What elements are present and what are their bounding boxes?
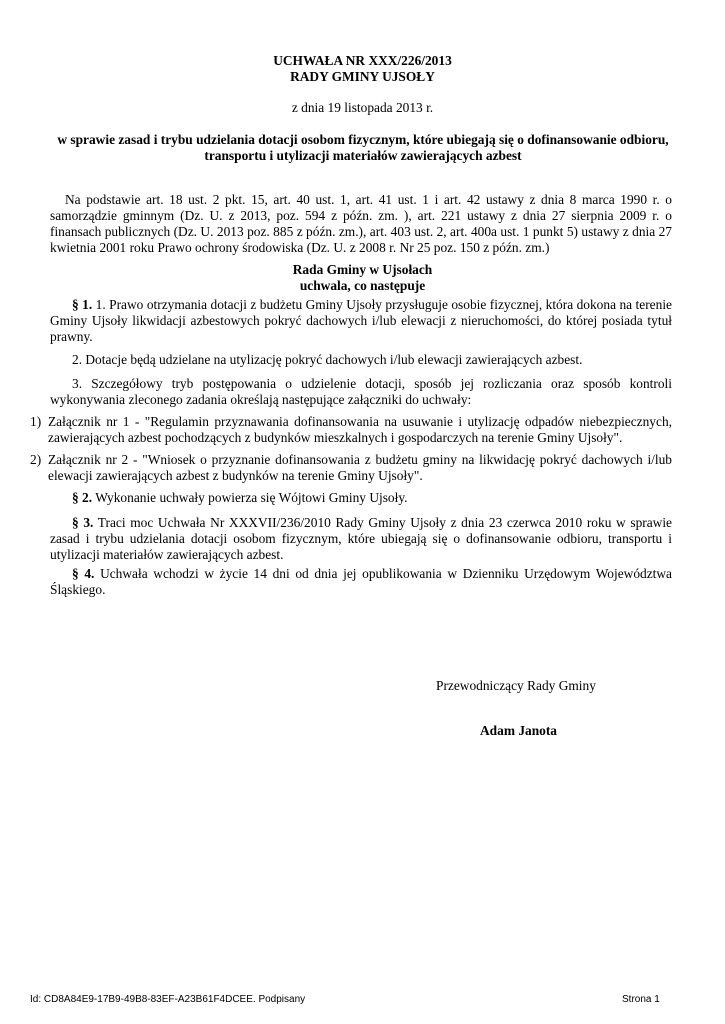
page-number: Strona 1 bbox=[622, 994, 660, 1005]
legal-basis: Na podstawie art. 18 ust. 2 pkt. 15, art. 40 ust. 1, art. 41 ust. 1 i art. 42 ustawy z dnia 8 marca 1990 r. o samorządzie gminnym (Dz. U. z 2013, poz. 594 z późn. zm. ), art. 221 ustawy z dnia 27 sierpnia 2009 r. o finansach publicznych (Dz. U. 2013 poz. 885 z późn. zm.), art. 403 ust. 2, art. 400a ust. 1 punkt 5) ustawy z dnia 27 kwietnia 2001 roku Prawo ochrony środowiska (Dz. U. z 2008 r. Nr 25 poz. 150 z późn. zm.) bbox=[50, 192, 672, 255]
section-2-paragraph bbox=[50, 490, 672, 506]
attachment-item-2-text: Załącznik nr 2 - "Wniosek o przyznanie dofinansowania z budżetu gminy na likwidację pokryć dachowych i/lub elewacji zawierających azbest z budynków na terenie Gminy Ujsoły". bbox=[48, 452, 672, 483]
council-line-1: Rada Gminy w Ujsołach bbox=[292, 262, 433, 277]
attachment-item-2 bbox=[30, 452, 672, 484]
signatory-name: Adam Janota bbox=[480, 723, 558, 738]
section-4-text: Uchwała wchodzi w życie 14 dni od dnia jej opublikowania w Dzienniku Urzędowym Województwa Śląskiego. bbox=[50, 566, 672, 597]
section-1-paragraph-3: 3. Szczegółowy tryb postępowania o udzielenie dotacji, sposób jej rozliczania oraz sposób kontroli wykonywania zleconego zadania określają następujące załączniki do uchwały: bbox=[50, 376, 672, 407]
section-4-mark: § 4. bbox=[72, 566, 95, 581]
attachment-item-1-text: Załącznik nr 1 - "Regulamin przyznawania dofinansowania na usuwanie i utylizację odpadów niebezpiecznych, zawierających azbest pochodzących z budynków mieszkalnych i gospodarczych na terenie Gminy Ujsoły". bbox=[48, 414, 672, 445]
section-1-paragraph-1 bbox=[50, 297, 672, 345]
title-line-1: UCHWAŁA NR XXX/226/2013 bbox=[273, 53, 452, 68]
section-3-paragraph bbox=[50, 515, 672, 563]
section-1-paragraph-2: 2. Dotacje będą udzielane na utylizację pokryć dachowych i/lub elewacji zawierających azbest. bbox=[72, 352, 583, 367]
section-2-text: Wykonanie uchwały powierza się Wójtowi Gminy Ujsoły. bbox=[95, 490, 408, 505]
section-4-paragraph bbox=[50, 566, 672, 598]
council-line-2: uchwala, co następuje bbox=[299, 278, 426, 293]
signatory-role: Przewodniczący Rady Gminy bbox=[436, 678, 596, 693]
council-heading bbox=[0, 262, 725, 294]
section-1-mark: § 1. bbox=[72, 297, 93, 312]
resolution-subject: w sprawie zasad i trybu udzielania dotacji osobom fizycznym, które ubiegają się o dofinansowanie odbioru, transportu i utylizacji materiałów zawierających azbest bbox=[57, 132, 669, 163]
attachment-item-1 bbox=[30, 414, 672, 446]
resolution-date: z dnia 19 listopada 2013 r. bbox=[291, 100, 434, 115]
resolution-title bbox=[0, 53, 725, 85]
section-3-text: Traci moc Uchwała Nr XXXVII/236/2010 Rady Gminy Ujsoły z dnia 23 czerwca 2010 roku w sprawie zasad i trybu udzielania dotacji osobom fizycznym, które ubiegają się o dofinansowanie odbioru, transportu i utylizacji materiałów zawierających azbest. bbox=[50, 515, 672, 562]
attachment-item-1-number: 1) bbox=[30, 414, 42, 429]
section-2-mark: § 2. bbox=[72, 490, 93, 505]
section-3-mark: § 3. bbox=[72, 515, 94, 530]
document-id: Id: CD8A84E9-17B9-49B8-83EF-A23B61F4DCEE. Podpisany bbox=[30, 994, 306, 1005]
section-1-p1-text: 1. Prawo otrzymania dotacji z budżetu Gminy Ujsoły przysługuje osobie fizycznej, która dokona na terenie Gminy Ujsoły likwidacji azbestowych pokryć dachowych i/lub elewacji z nieruchomości, do której posiada tytuł prawny. bbox=[50, 297, 672, 344]
attachment-item-2-number: 2) bbox=[30, 452, 42, 467]
title-line-2: RADY GMINY UJSOŁY bbox=[290, 69, 435, 84]
